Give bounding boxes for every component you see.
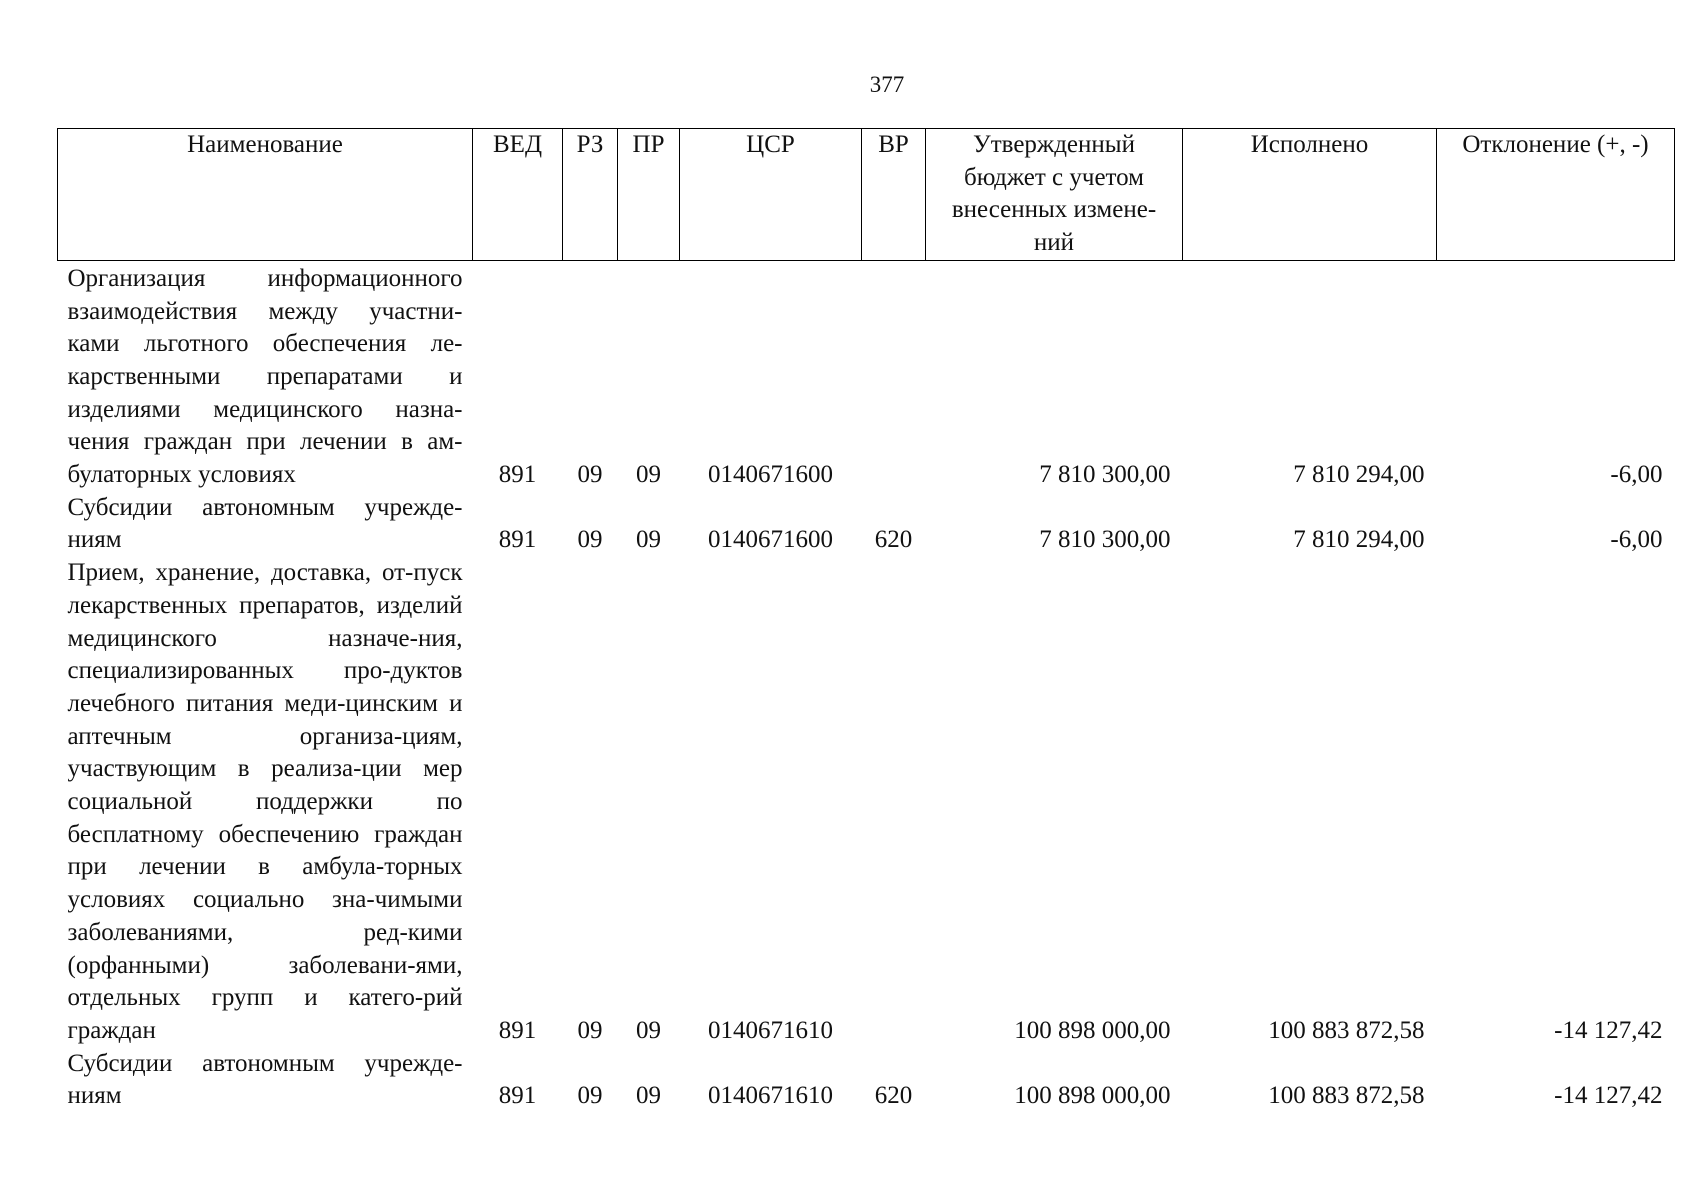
table-row bbox=[58, 1048, 1675, 1113]
row-deviation: -6,00 bbox=[1610, 461, 1663, 489]
row-executed: 7 810 294,00 bbox=[1293, 461, 1425, 489]
header-approved-budget: Утвержденный бюджет с учетом внесенных измене-ний bbox=[926, 129, 1183, 261]
row-pr: 09 bbox=[636, 526, 661, 554]
row-ved: 891 bbox=[498, 1082, 537, 1110]
header-pr: ПР bbox=[618, 129, 680, 261]
table-row bbox=[58, 557, 1675, 1048]
row-vr: 620 bbox=[874, 526, 913, 554]
table-body bbox=[58, 260, 1675, 1113]
row-name: Субсидии автономным учрежде-ниям bbox=[67, 493, 463, 554]
row-approved-budget: 100 898 000,00 bbox=[1014, 1016, 1171, 1044]
row-approved-budget: 7 810 300,00 bbox=[1039, 526, 1171, 554]
row-vr bbox=[862, 557, 926, 1048]
row-rz: 09 bbox=[577, 1016, 603, 1044]
row-pr: 09 bbox=[636, 1082, 661, 1110]
header-name: Наименование bbox=[58, 129, 473, 261]
table-row bbox=[58, 492, 1675, 557]
row-name: Организация информационного взаимодействия между участни-ками льготного обеспечения ле-карственными препаратами и изделиями медицинского назна-чения граждан при лечении в ам-булаторных условиях bbox=[67, 264, 463, 489]
header-csr: ЦСР bbox=[680, 129, 862, 261]
header-row bbox=[58, 129, 1675, 261]
page-number: 377 bbox=[869, 72, 905, 97]
header-ved: ВЕД bbox=[473, 129, 563, 261]
row-executed: 7 810 294,00 bbox=[1293, 526, 1425, 554]
row-ved: 891 bbox=[498, 1016, 537, 1044]
row-csr: 0140671600 bbox=[708, 526, 833, 554]
row-ved: 891 bbox=[498, 461, 537, 489]
row-rz: 09 bbox=[577, 461, 603, 489]
budget-execution-table bbox=[57, 128, 1675, 1113]
row-csr: 0140671610 bbox=[708, 1082, 833, 1110]
row-approved-budget: 100 898 000,00 bbox=[1014, 1082, 1171, 1110]
row-name: Субсидии автономным учрежде-ниям bbox=[67, 1049, 463, 1110]
row-pr: 09 bbox=[636, 461, 661, 489]
header-deviation: Отклонение (+, -) bbox=[1437, 129, 1675, 261]
row-vr bbox=[862, 260, 926, 491]
row-deviation: -14 127,42 bbox=[1554, 1082, 1663, 1110]
row-executed: 100 883 872,58 bbox=[1268, 1016, 1425, 1044]
row-rz: 09 bbox=[577, 526, 603, 554]
table-row bbox=[58, 260, 1675, 491]
header-rz: РЗ bbox=[563, 129, 618, 261]
row-approved-budget: 7 810 300,00 bbox=[1039, 461, 1171, 489]
row-ved: 891 bbox=[498, 526, 537, 554]
row-vr: 620 bbox=[874, 1082, 913, 1110]
header-executed: Исполнено bbox=[1183, 129, 1437, 261]
row-pr: 09 bbox=[636, 1016, 661, 1044]
row-csr: 0140671610 bbox=[708, 1016, 833, 1044]
row-deviation: -6,00 bbox=[1610, 526, 1663, 554]
row-deviation: -14 127,42 bbox=[1554, 1016, 1663, 1044]
row-executed: 100 883 872,58 bbox=[1268, 1082, 1425, 1110]
header-vr: ВР bbox=[862, 129, 926, 261]
row-csr: 0140671600 bbox=[708, 461, 833, 489]
row-rz: 09 bbox=[577, 1082, 603, 1110]
row-name: Прием, хранение, доставка, от-пуск лекарственных препаратов, изделий медицинского назначе-ния, специализированных про-дуктов лечебного питания меди-цинским и аптечным организа-циям, участвующим в реализа-ции мер социальной поддержки по бесплатному обеспечению граждан при лечении в амбула-торных условиях социально зна-чимыми заболеваниями, ред-кими (орфанными) заболевани-ями, отдельных групп и катего-рий граждан bbox=[67, 559, 463, 1044]
table-header bbox=[58, 129, 1675, 261]
